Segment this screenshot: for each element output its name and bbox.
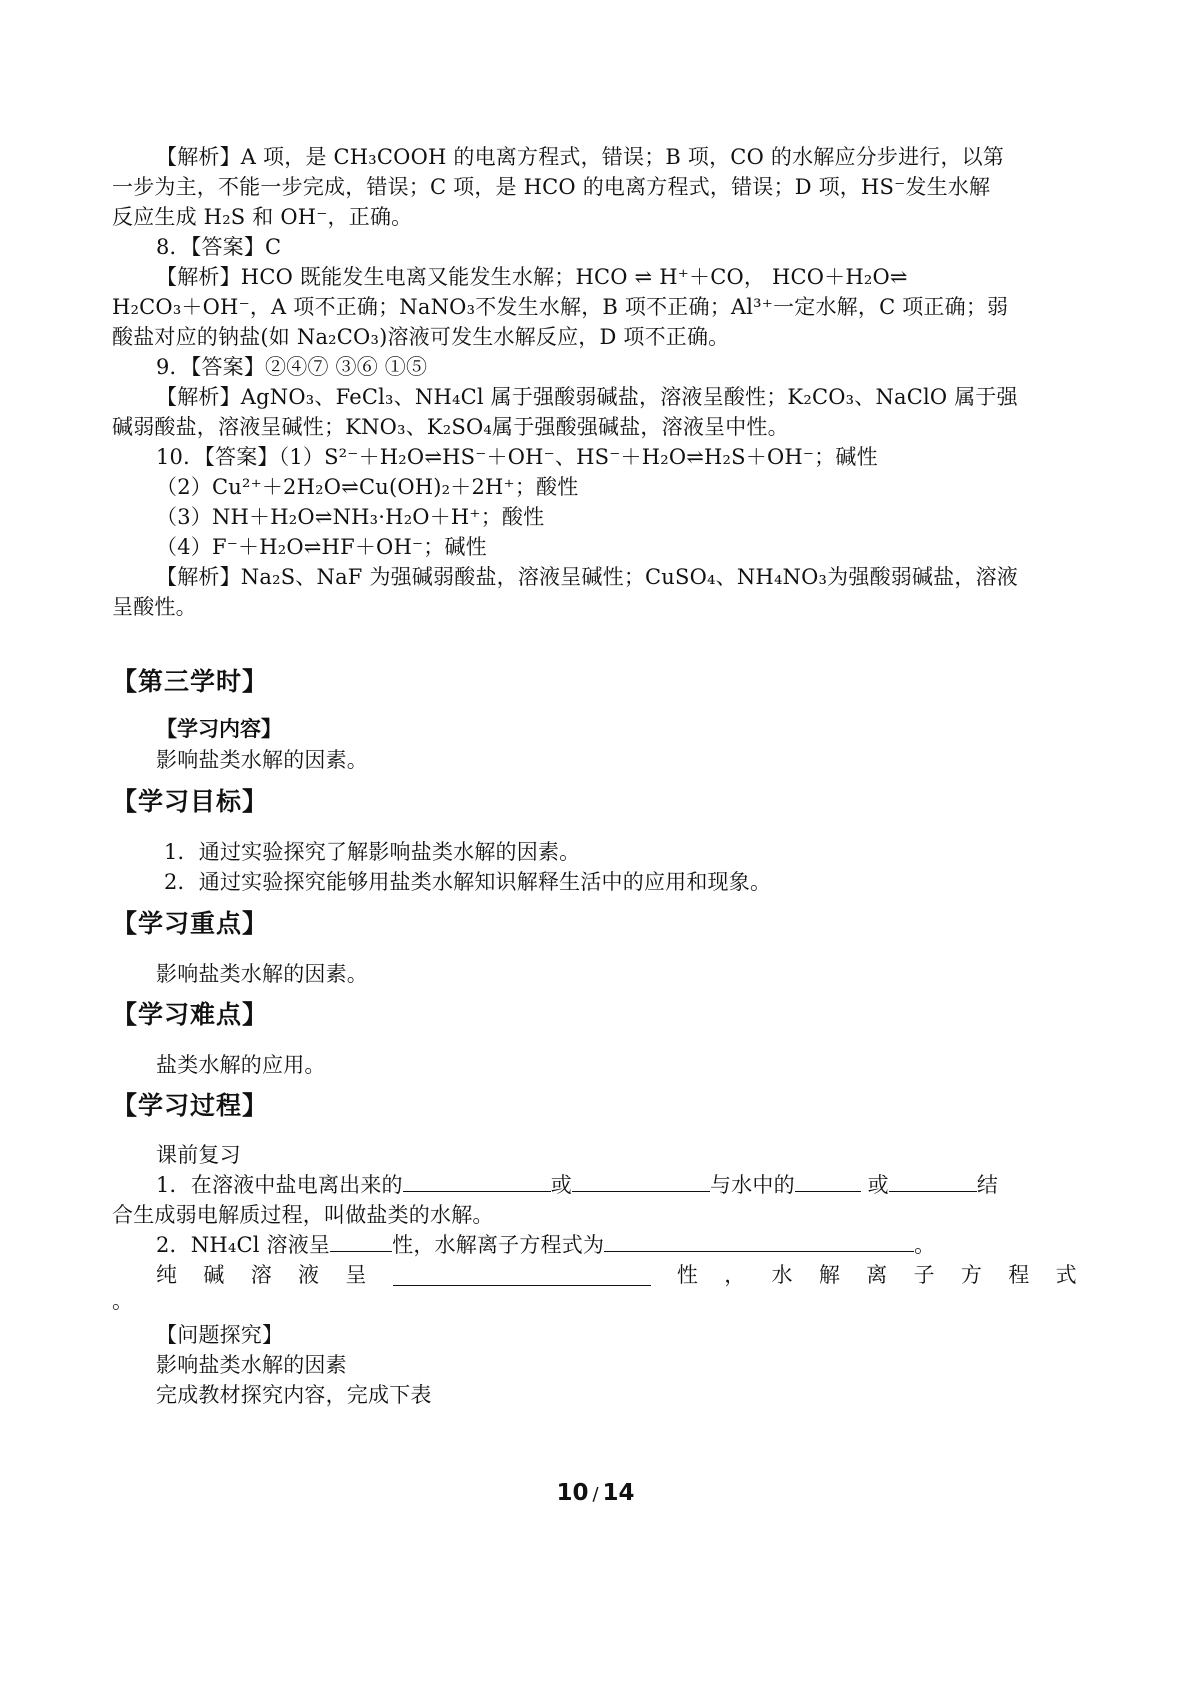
question-3: 纯 碱 溶 液 呈 性 ， 水 解 离 子 方 程 式 — [156, 1263, 1077, 1287]
answer-line: 【解析】A 项，是 CH₃COOH 的电离方程式，错误；B 项，CO 的水解应分步进行，以第 — [156, 145, 1005, 169]
answer-line: 酸盐对应的钠盐(如 Na₂CO₃)溶液可发生水解反应，D 项不正确。 — [112, 325, 730, 349]
fill-blank[interactable] — [330, 1231, 392, 1252]
answer-line: 10．【答案】（1）S²⁻＋H₂O⇌HS⁻＋OH⁻、HS⁻＋H₂O⇌H₂S＋OH⁻；碱性 — [156, 445, 878, 469]
question-1-cont: 合生成弱电解质过程，叫做盐类的水解。 — [112, 1203, 494, 1227]
key-text: 影响盐类水解的因素。 — [156, 962, 368, 986]
page-number: 10 / 14 — [556, 1480, 635, 1506]
answer-line: 【解析】HCO 既能发生电离又能发生水解；HCO ⇌ H⁺＋CO， HCO＋H₂O⇌ — [156, 265, 908, 289]
task-text: 完成教材探究内容，完成下表 — [156, 1383, 432, 1407]
answer-line: 9．【答案】②④⑦ ③⑥ ①⑤ — [156, 355, 428, 379]
fill-blank[interactable] — [795, 1171, 861, 1192]
fill-blank[interactable] — [604, 1231, 914, 1252]
answer-line: 8．【答案】C — [156, 235, 282, 259]
fill-blank[interactable] — [572, 1171, 710, 1192]
answer-line: 反应生成 H₂S 和 OH⁻，正确。 — [112, 205, 413, 229]
fill-blank[interactable] — [889, 1171, 977, 1192]
answer-line: 碱弱酸盐，溶液呈碱性；KNO₃、K₂SO₄属于强酸强碱盐，溶液呈中性。 — [112, 415, 789, 439]
answer-line: （2）Cu²⁺＋2H₂O⇌Cu(OH)₂＋2H⁺；酸性 — [156, 475, 579, 499]
answer-line: （4）F⁻＋H₂O⇌HF＋OH⁻；碱性 — [156, 535, 487, 559]
inquiry-heading: 【问题探究】 — [156, 1323, 284, 1347]
goal-item: 1．通过实验探究了解影响盐类水解的因素。 — [164, 840, 581, 864]
fill-blank[interactable] — [403, 1171, 551, 1192]
difficulty-text: 盐类水解的应用。 — [156, 1053, 326, 1077]
question-1: 1．在溶液中盐电离出来的 或 与水中的 或 结 — [156, 1173, 999, 1197]
difficulty-heading: 【学习难点】 — [112, 1000, 269, 1029]
question-2: 2．NH₄Cl 溶液呈 性，水解离子方程式为 。 — [156, 1233, 936, 1257]
question-3-end: 。 — [112, 1289, 134, 1313]
answer-line: 【解析】Na₂S、NaF 为强碱弱酸盐，溶液呈碱性；CuSO₄、NH₄NO₃为强酸弱碱盐，溶液 — [156, 565, 1018, 589]
goals-heading: 【学习目标】 — [112, 787, 269, 816]
content-heading: 【学习内容】 — [156, 717, 282, 741]
process-heading: 【学习过程】 — [112, 1091, 269, 1120]
section-title: 【第三学时】 — [112, 667, 269, 696]
content-text: 影响盐类水解的因素。 — [156, 748, 368, 772]
goal-item: 2．通过实验探究能够用盐类水解知识解释生活中的应用和现象。 — [164, 870, 772, 894]
answer-line: 【解析】AgNO₃、FeCl₃、NH₄Cl 属于强酸弱碱盐，溶液呈酸性；K₂CO₃、NaClO 属于强 — [156, 385, 1018, 409]
review-label: 课前复习 — [156, 1143, 241, 1167]
answer-line: （3）NH＋H₂O⇌NH₃·H₂O＋H⁺；酸性 — [156, 505, 545, 529]
key-heading: 【学习重点】 — [112, 909, 269, 938]
answer-line: H₂CO₃＋OH⁻，A 项不正确；NaNO₃不发生水解，B 项不正确；Al³⁺一定水解，C 项正确；弱 — [112, 295, 1009, 319]
inquiry-text: 影响盐类水解的因素 — [156, 1353, 347, 1377]
fill-blank[interactable] — [393, 1265, 651, 1286]
answer-line: 一步为主，不能一步完成，错误；C 项，是 HCO 的电离方程式，错误；D 项，HS⁻发生水解 — [112, 175, 991, 199]
answer-line: 呈酸性。 — [112, 595, 197, 619]
